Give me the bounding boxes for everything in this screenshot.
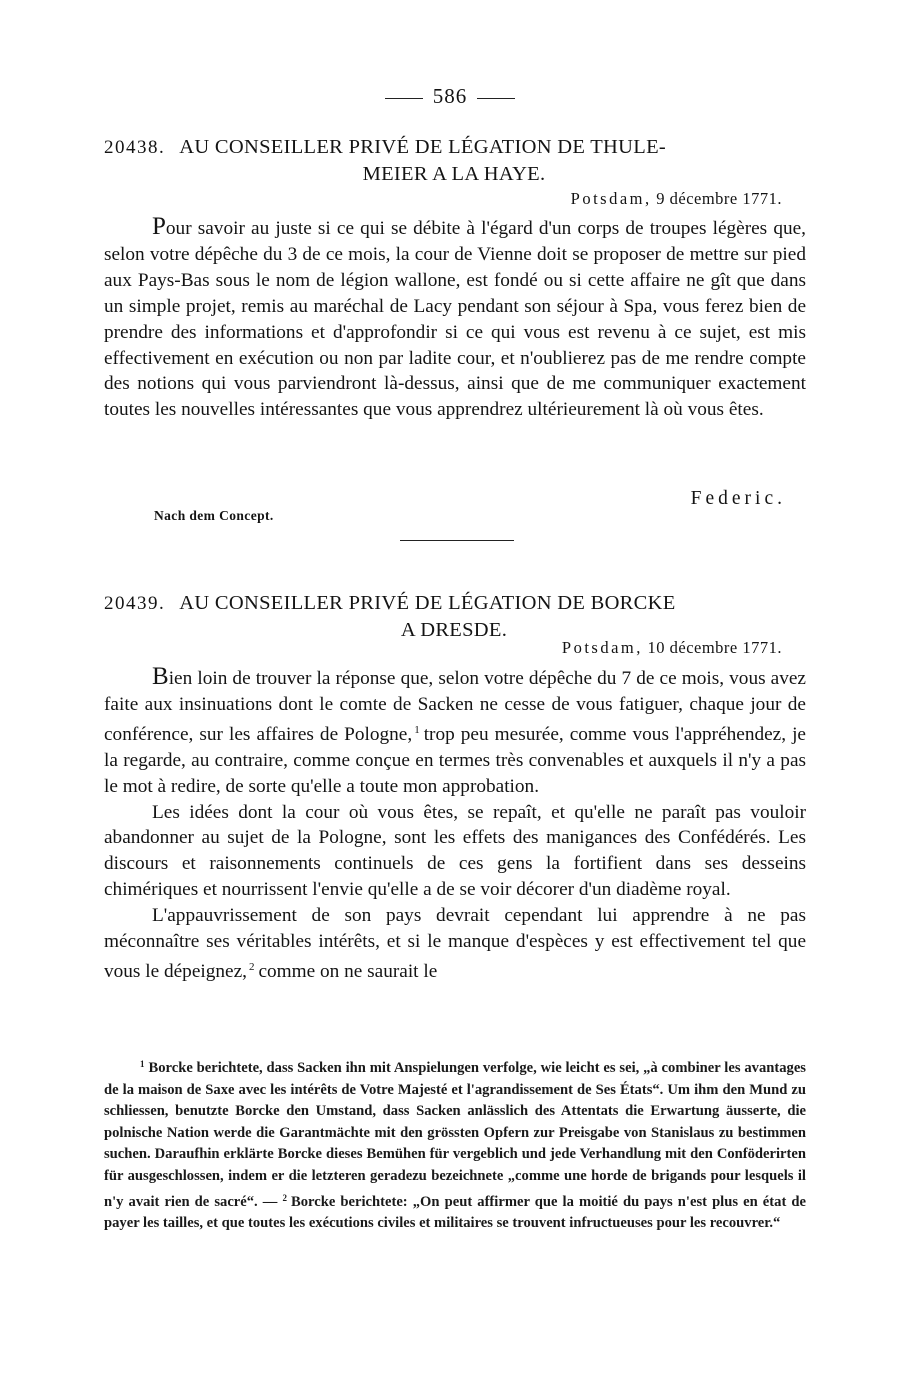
letter-2-p1-text-b: trop peu mesurée, comme vous l'appréhendez, je la regarde, au contraire, comme conçue en termes très convenables et auxquels il n'y a pas le mot à redire, de sorte qu'elle a toute mon approbation. — [104, 723, 806, 797]
letter-2-dateline — [562, 638, 782, 658]
letter-1-heading — [104, 134, 804, 187]
header-dash-left — [385, 98, 423, 99]
footnote-ref-1: 1 — [414, 723, 420, 736]
letter-2-p1-text-a: ien loin de trouver la réponse que, selon votre dépêche du 7 de ce mois, vous avez faite aux insinuations dont le comte de Sacken ne cesse de vous fatiguer, chaque jour de conférence, sur les affaires de Pologne, — [104, 668, 806, 745]
footnote-1 — [104, 1054, 806, 1235]
letter-1-date: 9 décembre 1771. — [656, 189, 782, 208]
letter-1-title-line1: AU CONSEILLER PRIVÉ DE LÉGATION DE THULE- — [179, 136, 667, 158]
letter-2-paragraph-1 — [104, 664, 806, 800]
letter-1-signature: Federic. — [690, 488, 786, 509]
footnotes — [104, 1054, 806, 1235]
letter-2-title-line2: A DRESDE. — [400, 619, 508, 641]
letter-2-body — [104, 664, 806, 985]
letter-1-source: Nach dem Concept. — [154, 508, 274, 523]
letter-2-p3-text-b: comme on ne saurait le — [258, 960, 438, 982]
letter-2-place: Potsdam, — [561, 638, 643, 657]
letter-2-dropcap: B — [152, 663, 169, 690]
letter-1-text: our savoir au juste si ce qui se débite à l'égard d'un corps de troupes légères que, selon votre dépêche du 3 de ce mois, la cour de Vienne doit se proposer de mettre sur pied aux Pays-Bas sous le nom de légion wallone, est fondé ou si cette affaire ne gît que dans un simple projet, remis au maréchal de Lacy pendant son séjour à Spa, vous ferez bien de prendre des informations et d'approfondir si ce qui vous est revenu à ce sujet, est mis effectivement en exécution ou non par ladite cour, et n'oublierez pas de me rendre compte des notions qui vous parviendront là-dessus, ainsi que de me communiquer exactement toutes les nouvelles intéressantes que vous apprendrez ultérieurement là où vous êtes. — [104, 218, 806, 421]
letter-1-dateline — [571, 189, 782, 209]
letter-1-body — [104, 214, 806, 423]
page-header — [0, 84, 900, 109]
footnote-1-text: Borcke berichtete, dass Sacken ihn mit Anspielungen verfolge, wie leicht es sei, „à combiner les avantages de la maison de Saxe avec les intérêts de Votre Majesté et l'agrandissement de Ses États“. Um ihm den Mund zu schliessen, benutzte Borcke den Umstand, dass Sacken anlässlich des Attentats die Erwartung äusserte, die polnische Nation werde die Garantmächte mit den grössten Opfern zur Preisgabe von Stanislaus zu bestimmen suchen. Daraufhin erklärte Borcke dieses Bemühen für vergeblich und jede Verhandlung mit den Conföderirten für ausgeschlossen, indem er die letzteren geradezu bezeichnete „comme une horde de brigands pour lesquels il n'y avait rien de sacré“. — — [104, 1060, 806, 1210]
footnote-2-mark: 2 — [282, 1192, 287, 1203]
letter-1-place: Potsdam, — [570, 189, 652, 208]
letter-2-p3-text-a: L'appauvrissement de son pays devrait cependant lui apprendre à ne pas méconnaître ses véritables intérêts, et si le manque d'espèces y est effectivement tel que vous le dépeignez, — [104, 905, 806, 982]
footnote-ref-2: 2 — [248, 960, 255, 973]
footnote-2-text: Borcke berichtete: „On peut affirmer que la moitié du pays n'est plus en état de payer les tailles, et que toutes les exécutions civiles et militaires se trouvent infructueuses pour les recouvrer.“ — [104, 1193, 806, 1232]
page-number: 586 — [432, 84, 468, 108]
letter-1-dropcap: P — [152, 213, 166, 240]
letter-2-paragraph-3 — [104, 903, 806, 985]
footnote-1-mark: 1 — [140, 1059, 145, 1069]
header-dash-right — [477, 98, 515, 99]
letter-2-date: 10 décembre 1771. — [647, 638, 782, 657]
letter-1-number: 20438. — [104, 137, 166, 158]
letter-2-number: 20439. — [104, 593, 166, 614]
letter-1-title-line2: MEIER A LA HAYE. — [362, 163, 546, 185]
section-divider — [400, 540, 514, 541]
letter-2-paragraph-2: Les idées dont la cour où vous êtes, se repaît, et qu'elle ne paraît pas vouloir abandonner au sujet de la Pologne, sont les effets des manigances des Confédérés. Les discours et raisonnements continuels de ces gens la fortifient dans ses desseins chimériques et nourrissent l'envie qu'elle a de se voir décorer d'un diadème royal. — [104, 801, 806, 901]
letter-2-title-line1: AU CONSEILLER PRIVÉ DE LÉGATION DE BORCKE — [179, 592, 676, 614]
letter-2-heading — [104, 590, 804, 643]
